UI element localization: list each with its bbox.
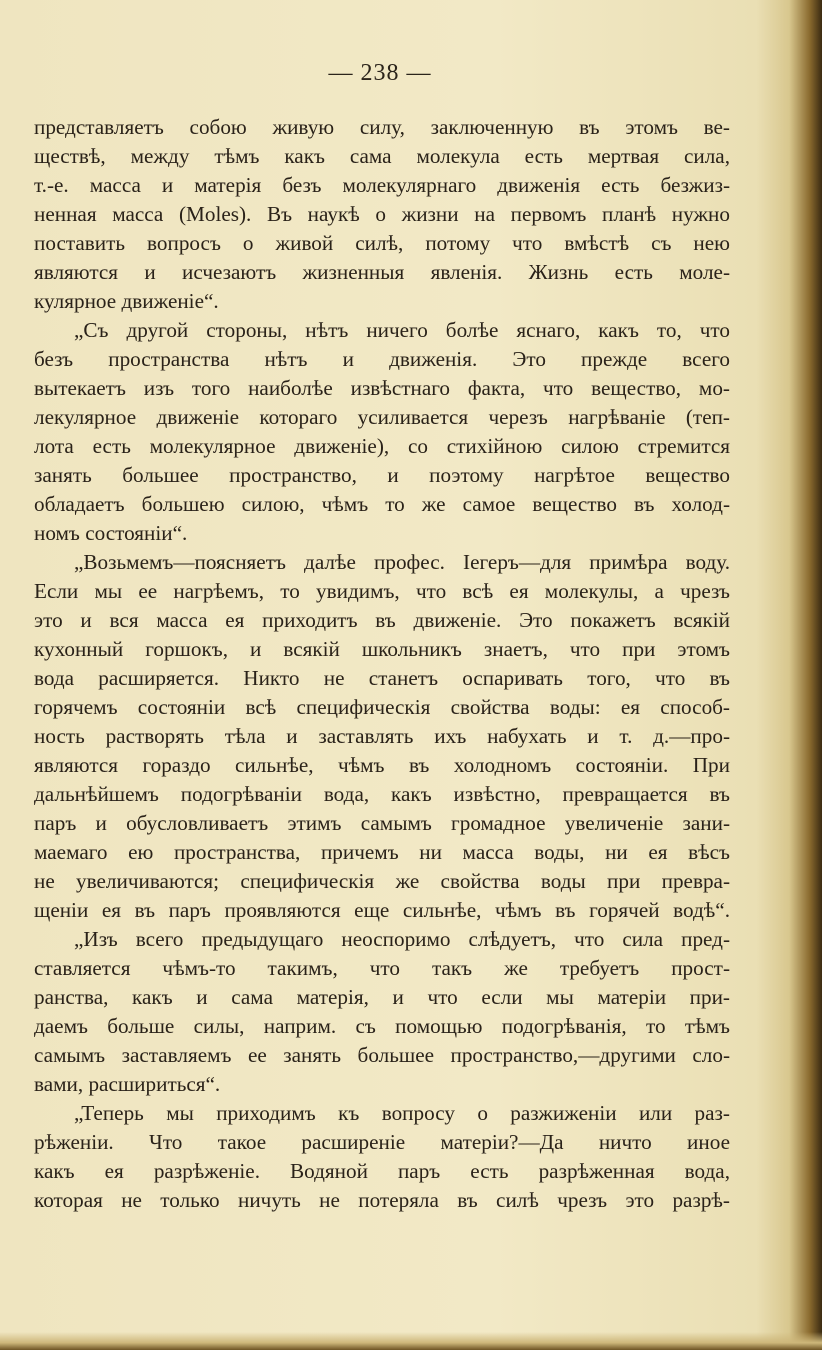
text-line: кухонный горшокъ, и всякій школьникъ знаетъ, что при этомъ bbox=[34, 637, 730, 661]
text-line: ность растворять тѣла и заставлять ихъ набухать и т. д.—про- bbox=[34, 724, 730, 748]
text-line: „Изъ всего предыдущаго неоспоримо слѣдуетъ, что сила пред- bbox=[74, 927, 730, 951]
text-line: ществѣ, между тѣмъ какъ сама молекула есть мертвая сила, bbox=[34, 144, 730, 168]
text-line: т.-е. масса и матерія безъ молекулярнаго движенія есть безжиз- bbox=[34, 173, 730, 197]
text-line: представляетъ собою живую силу, заключенную въ этомъ ве- bbox=[34, 115, 730, 139]
text-line: вода расширяется. Никто не станетъ оспаривать того, что въ bbox=[34, 666, 730, 690]
text-line: лота есть молекулярное движеніе), со стихійною силою стремится bbox=[34, 434, 730, 458]
text-line: рѣженіи. Что такое расширеніе матеріи?—Да ничто иное bbox=[34, 1130, 730, 1154]
text-line: номъ состояніи“. bbox=[34, 521, 188, 545]
text-line: Если мы ее нагрѣемъ, то увидимъ, что всѣ ея молекулы, а чрезъ bbox=[34, 579, 730, 603]
text-line: „Съ другой стороны, нѣтъ ничего болѣе яснаго, какъ то, что bbox=[74, 318, 730, 342]
page-number: — 238 — bbox=[328, 60, 432, 86]
text-line: маемаго ею пространства, причемъ ни масса воды, ни ея вѣсъ bbox=[34, 840, 730, 864]
text-line: занять большее пространство, и поэтому нагрѣтое вещество bbox=[34, 463, 730, 487]
text-line: „Возьмемъ—поясняетъ далѣе профес. Iегеръ—для примѣра воду. bbox=[74, 550, 730, 574]
text-line: ранства, какъ и сама матерія, и что если мы матеріи при- bbox=[34, 985, 730, 1009]
text-line: безъ пространства нѣтъ и движенія. Это прежде всего bbox=[34, 347, 730, 371]
text-line: вами, расшириться“. bbox=[34, 1072, 221, 1096]
text-line: дальнѣйшемъ подогрѣваніи вода, какъ извѣстно, превращается въ bbox=[34, 782, 730, 806]
text-line: не увеличиваются; специфическія же свойства воды при превра- bbox=[34, 869, 730, 893]
text-line: поставить вопросъ о живой силѣ, потому что вмѣстѣ съ нею bbox=[34, 231, 730, 255]
body-text bbox=[34, 113, 730, 1215]
text-line: щеніи ея въ паръ проявляются еще сильнѣе, чѣмъ въ горячей водѣ“. bbox=[34, 898, 730, 922]
text-line: самымъ заставляемъ ее занять большее пространство,—другими сло- bbox=[34, 1043, 730, 1067]
text-line: это и вся масса ея приходитъ въ движеніе. Это покажетъ всякій bbox=[34, 608, 730, 632]
text-line: какъ ея разрѣженіе. Водяной паръ есть разрѣженная вода, bbox=[34, 1159, 730, 1183]
text-line: „Теперь мы приходимъ къ вопросу о разжиженіи или раз- bbox=[74, 1101, 730, 1125]
text-line: являются гораздо сильнѣе, чѣмъ въ холодномъ состояніи. При bbox=[34, 753, 730, 777]
text-line: вытекаетъ изъ того наиболѣе извѣстнаго факта, что вещество, мо- bbox=[34, 376, 730, 400]
text-line: обладаетъ большею силою, чѣмъ то же самое вещество въ холод- bbox=[34, 492, 730, 516]
text-line: ставляется чѣмъ-то такимъ, что такъ же требуетъ прост- bbox=[34, 956, 730, 980]
page-edge-shadow bbox=[0, 1332, 822, 1350]
text-line: даемъ больше силы, наприм. съ помощью подогрѣванія, то тѣмъ bbox=[34, 1014, 730, 1038]
text-line: горячемъ состояніи всѣ специфическія свойства воды: ея способ- bbox=[34, 695, 730, 719]
text-line: паръ и обусловливаетъ этимъ самымъ громадное увеличеніе зани- bbox=[34, 811, 730, 835]
text-line: кулярное движеніе“. bbox=[34, 289, 219, 313]
text-line: являются и исчезаютъ жизненныя явленія. Жизнь есть моле- bbox=[34, 260, 730, 284]
text-line: которая не только ничуть не потеряла въ силѣ чрезъ это разрѣ- bbox=[34, 1188, 730, 1212]
text-line: лекулярное движеніе котораго усиливается черезъ нагрѣваніе (теп- bbox=[34, 405, 730, 429]
text-line: ненная масса (Moles). Въ наукѣ о жизни на первомъ планѣ нужно bbox=[34, 202, 730, 226]
